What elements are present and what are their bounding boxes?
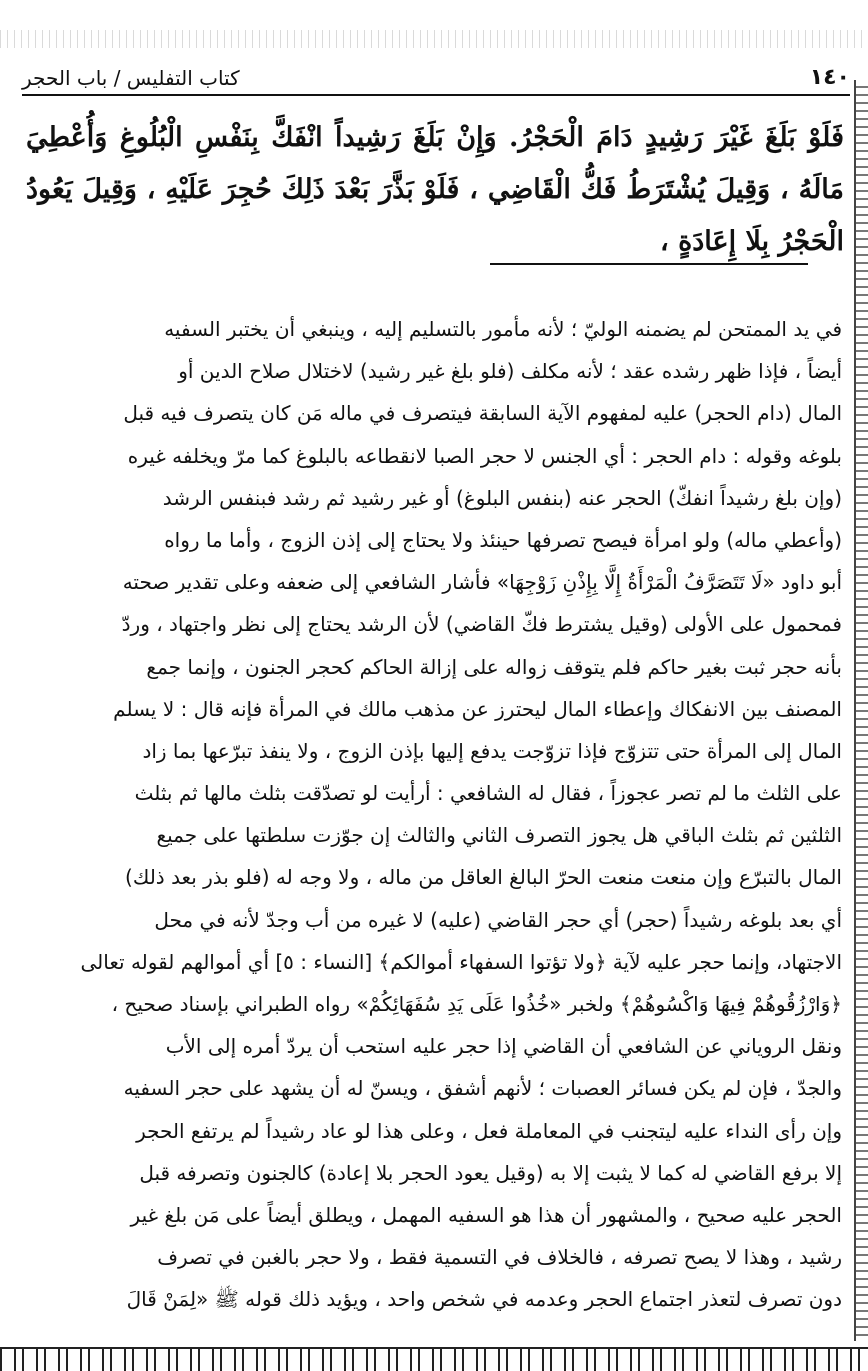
commentary-line: الحجر عليه صحيح ، والمشهور أن هذا هو السفيه المهمل ، ويطلق أيضاً على مَن بلغ غير	[130, 1202, 842, 1227]
commentary-line: فمحمول على الأولى (وقيل يشترط فكّ القاضي) لأن الرشد يحتاج إلى نظر واجتهاد ، وردّ	[121, 612, 842, 637]
commentary-line: والجدّ ، فإن لم يكن فسائر العصبات ؛ لأنهم أشفق ، ويسنّ له أن يشهد على حجر السفيه	[123, 1076, 842, 1101]
page-number: ١٤٠	[809, 65, 850, 90]
commentary-line: الاجتهاد، وإنما حجر عليه لآية ﴿ولا تؤتوا السفهاء أموالكم﴾ [النساء : ٥] أي أموالهم لقوله تعالى	[80, 949, 842, 974]
commentary-line: في يد الممتحن لم يضمنه الوليّ ؛ لأنه مأمور بالتسليم إليه ، وينبغي أن يختبر السفيه	[164, 317, 842, 341]
matn-text: فَلَوْ بَلَغَ غَيْرَ رَشِيدٍ دَامَ الْحَجْرُ. وَإِنْ بَلَغَ رَشِيداً انْفَكَّ بِنَفْسِ الْبُلُوغِ وَأُعْطِيَ مَالَهُ ، وَقِيلَ يُشْتَرَطُ فَكُّ الْقَاضِي ، فَلَوْ بَذَّرَ بَعْدَ ذَلِكَ حُجِرَ عَلَيْهِ ، وَقِيلَ يَعُودُ الْحَجْرُ بِلَا إِعَادَةٍ ،	[26, 122, 844, 257]
commentary-line: المال (دام الحجر) عليه لمفهوم الآية السابقة فيتصرف في ماله مَن كان يتصرف فيه قبل	[123, 401, 842, 426]
footnote-separator	[490, 263, 808, 265]
commentary-line: وإن رأى النداء عليه ليتجنب في المعاملة فعل ، وعلى هذا لو عاد رشيداً لم يرتفع الحجر	[136, 1118, 842, 1143]
decorative-side-border	[854, 80, 868, 1341]
commentary-line: (وإن بلغ رشيداً انفكّ) الحجر عنه (بنفس البلوغ) أو غير رشيد ثم رشد فبنفس الرشد	[162, 485, 842, 510]
commentary-line: دون تصرف لتعذر اجتماع الحجر وعدمه في شخص واحد ، ويؤيد ذلك قوله ﷺ «لِمَنْ قَالَ	[126, 1287, 842, 1312]
commentary-line: المصنف بين الانفكاك وإعطاء المال ليحترز عن مذهب مالك في المرأة فإنه قال : لا يسلم	[113, 696, 842, 721]
commentary-line: المال إلى المرأة حتى تتزوّج فإذا تزوّجت يدفع إليها بإذن الزوج ، ولا ينفذ تبرّعها بما زاد	[142, 738, 842, 763]
commentary-line: المال بالتبرّع وإن منعت منعت الحرّ البالغ العاقل من ماله ، ولا وجه له (فلو بذر بعد ذلك)	[125, 865, 842, 890]
commentary-line: ﴿وَارْزُقُوهُمْ فِيهَا وَاكْسُوهُمْ﴾ ولخبر «خُذُوا عَلَى يَدِ سُفَهَائِكُمْ» رواه الطبراني بإسناد صحيح ،	[111, 992, 842, 1016]
commentary-line: ونقل الروياني عن الشافعي أن القاضي إذا حجر عليه استحب أن يردّ أمره إلى الأب	[165, 1034, 842, 1059]
commentary-line: أي بعد بلوغه رشيداً (حجر) أي حجر القاضي (عليه) لا غيره من أب وجدّ لأنه في محل	[154, 907, 842, 932]
commentary-line: على الثلث ما لم تصر عجوزاً ، فقال له الشافعي : أرأيت لو تصدّقت بثلث مالها ثم بثلث	[134, 781, 842, 806]
page-header	[22, 50, 850, 90]
commentary	[26, 308, 842, 1321]
header-rule	[22, 94, 850, 96]
commentary-line: الثلثين ثم بثلث الباقي هل يجوز التصرف الثاني والثالث إن جوّزت سلطتها على جميع	[156, 823, 842, 848]
commentary-line: بلوغه وقوله : دام الحجر : أي الجنس لا حجر الصبا لانقطاعه بالبلوغ كما مرّ ويخلفه غيره	[127, 443, 842, 468]
running-title: كتاب التفليس / باب الحجر	[22, 66, 240, 90]
commentary-line: إلا برفع القاضي له كما لا يثبت إلا به (وقيل يعود الحجر بلا إعادة) كالجنون وتصرفه قبل	[139, 1160, 842, 1185]
commentary-line: (وأعطي ماله) ولو امرأة فيصح تصرفها حينئذ ولا يحتاج إلى إذن الزوج ، وأما ما رواه	[164, 527, 842, 552]
commentary-line: أبو داود «لَا تَتَصَرَّفُ الْمَرْأَةُ إِلَّا بِإِذْنِ زَوْجِهَا» فأشار الشافعي إلى ضعفه وعلى تقدير صحته	[122, 570, 842, 595]
commentary-line: أيضاً ، فإذا ظهر رشده عقد ؛ لأنه مكلف (فلو بلغ غير رشيد) لاختلال صلاح الدين أو	[178, 359, 842, 384]
scan-artifact	[0, 30, 868, 48]
commentary-line: بأنه حجر ثبت بغير حاكم فلم يتوقف زواله على إزالة الحاكم كحجر الجنون ، وإنما جمع	[146, 654, 842, 679]
commentary-line: رشيد ، وهذا لا يصح تصرفه ، فالخلاف في التسمية فقط ، ولا حجر بالغبن في تصرف	[157, 1245, 842, 1270]
decorative-bottom-border	[0, 1347, 868, 1371]
